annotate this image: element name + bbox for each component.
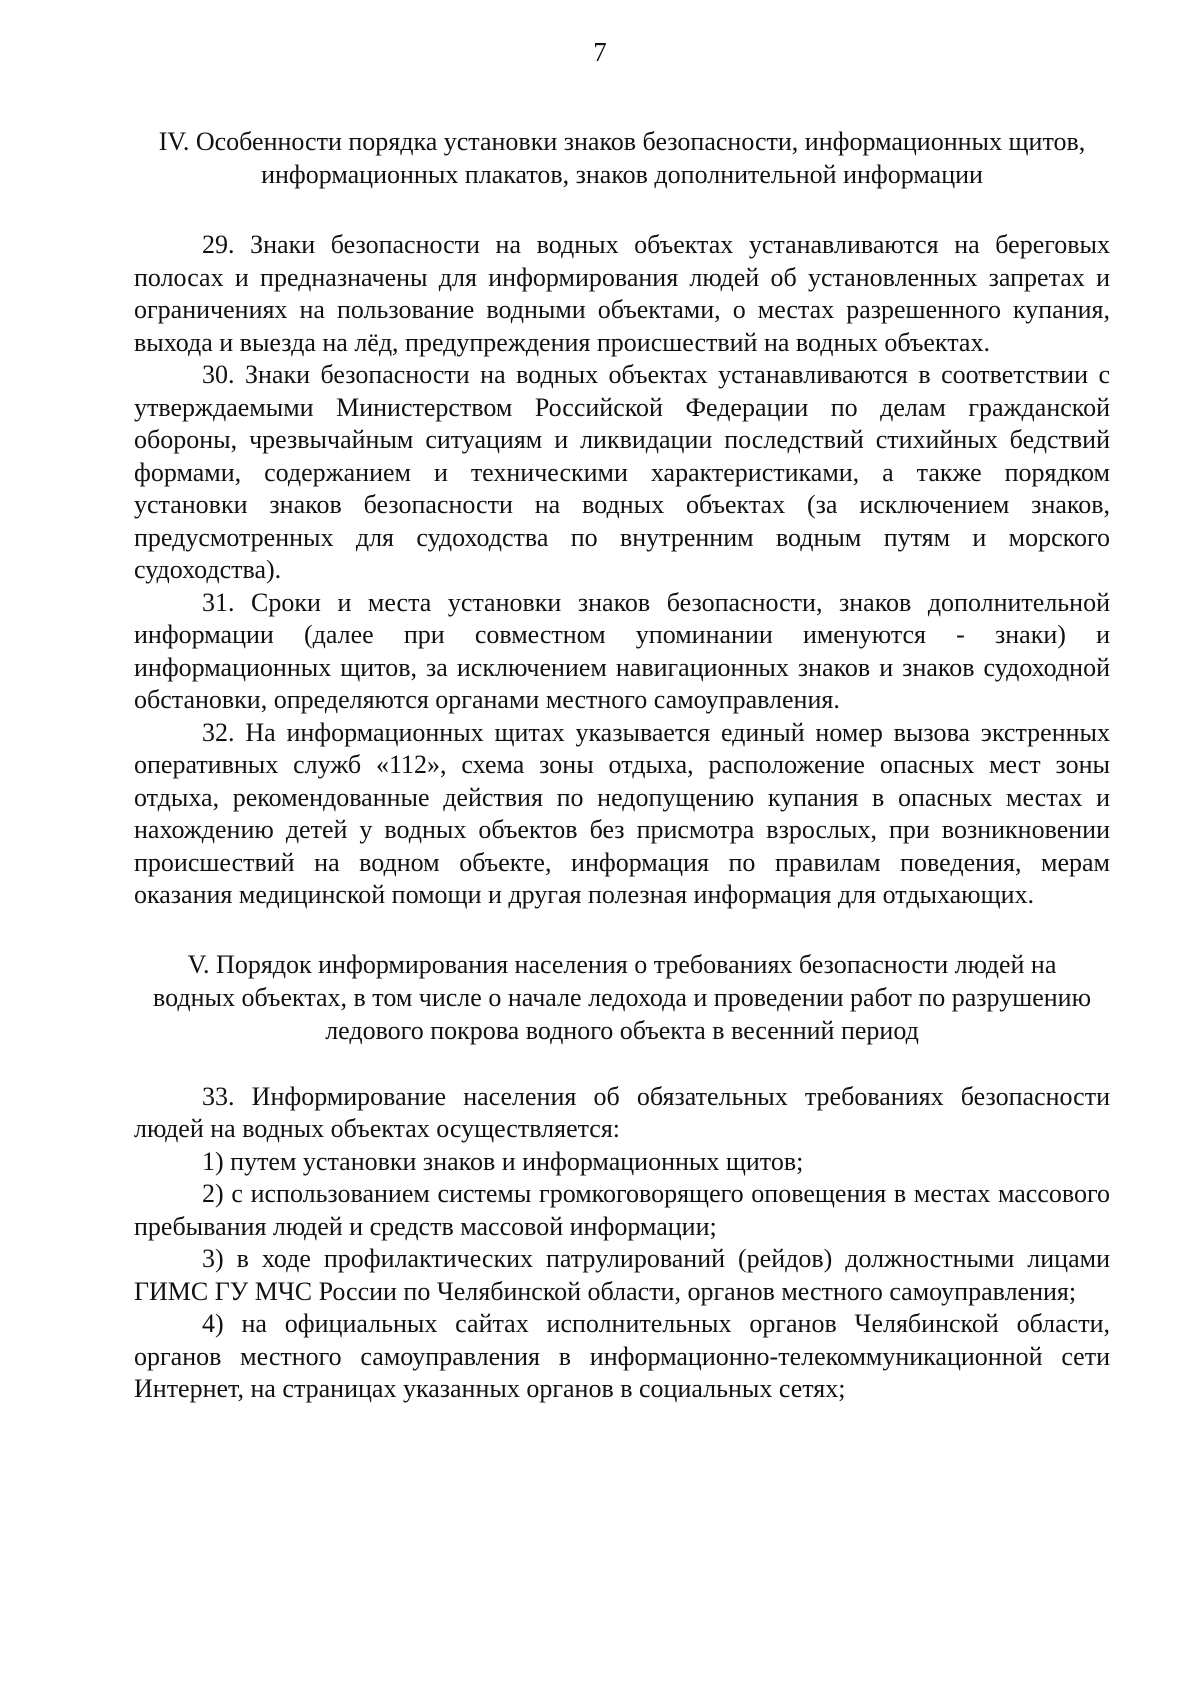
paragraph-32: 32. На информационных щитах указывается единый номер вызова экстренных оперативных служб «112», схема зоны отдыха, расположение опасных мест зоны отдыха, рекомендованные действия по недопущению купания в опасных местах и нахождению детей у водных объектов без присмотра взрослых, при возникновении происшествий на водном объекте, информация по правилам поведения, мерам оказания медицинской помощи и другая полезная информация для отдыхающих. [134, 717, 1110, 909]
paragraph-31: 31. Сроки и места установки знаков безопасности, знаков дополнительной информации (далее при совместном упоминании именуются - знаки) и информационных щитов, за исключением навигационных знаков и знаков судоходной обстановки, определяются органами местного самоуправления. [134, 587, 1110, 714]
list-item-4: 4) на официальных сайтах исполнительных органов Челябинской области, органов местного самоуправления в информационно-телекоммуникационной сети Интернет, на страницах указанных органов в социальных сетях; [134, 1309, 1110, 1403]
list-item-2: 2) с использованием системы громкоговорящего оповещения в местах массового пребывания людей и средств массовой информации; [134, 1179, 1110, 1241]
section-iv-title: IV. Особенности порядка установки знаков безопасности, информационных щитов, информационных плакатов, знаков дополнительной информации [158, 127, 1086, 189]
paragraph-30: 30. Знаки безопасности на водных объектах устанавливаются в соответствии с утверждаемыми Министерством Российской Федерации по делам гражданской обороны, чрезвычайным ситуациям и ликвидации последствий стихийных бедствий формами, содержанием и техническими характеристиками, а также порядком установки знаков безопасности на водных объектах (за исключением знаков, предусмотренных для судоходства по внутренним водным путям и морского судоходства). [134, 360, 1110, 584]
section-v [134, 948, 1110, 1406]
list-item-3: 3) в ходе профилактических патрулирований (рейдов) должностными лицами ГИМС ГУ МЧС России по Челябинской области, органов местного самоуправления; [134, 1244, 1110, 1306]
section-iv [134, 125, 1110, 912]
paragraph-33: 33. Информирование населения об обязательных требованиях безопасности людей на водных объектах осуществляется: [134, 1081, 1110, 1143]
paragraph-29: 29. Знаки безопасности на водных объектах устанавливаются на береговых полосах и предназначены для информирования людей об установленных запретах и ограничениях на пользование водными объектами, о местах разрешенного купания, выхода и выезда на лёд, предупреждения происшествий на водных объектах. [134, 230, 1110, 357]
document-body [134, 125, 1110, 1406]
list-item-1: 1) путем установки знаков и информационных щитов; [202, 1146, 804, 1176]
section-v-title: V. Порядок информирования населения о требованиях безопасности людей на водных объектах, в том числе о начале ледохода и проведении работ по разрушению ледового покрова водного объекта в весенний период [152, 949, 1092, 1045]
page-number: 7 [593, 37, 607, 67]
